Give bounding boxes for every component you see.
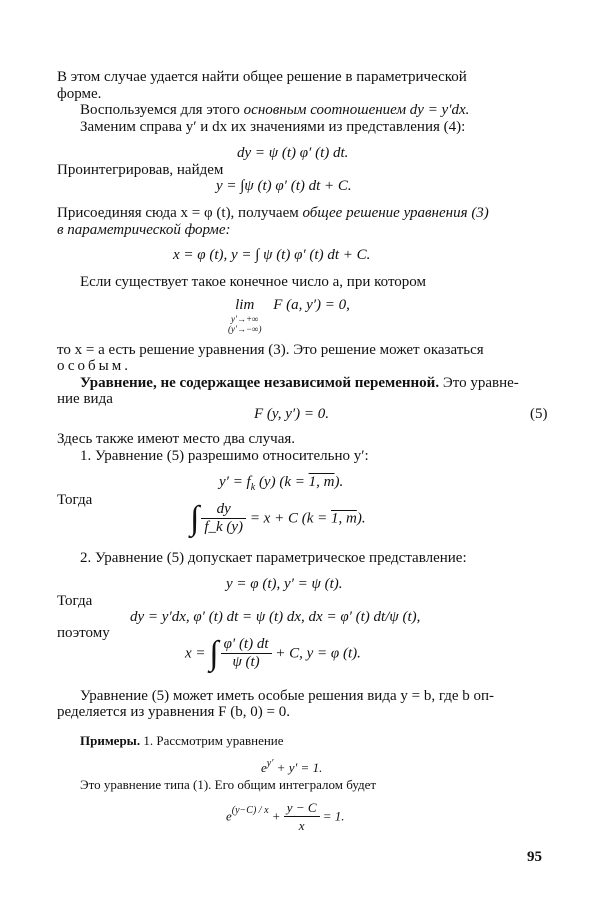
italic-text: общее решение уравнения (3) [302,205,489,221]
fraction [221,636,272,671]
equation-y [216,177,352,195]
text: форме. [57,86,102,102]
plus: + [268,808,284,824]
denominator: x [298,818,305,833]
text: поэтому [57,625,110,641]
formula: x = [185,645,210,662]
text: В этом случае удается найти общее решение в параметрической [57,69,467,85]
formula: + y′ = 1. [273,760,323,775]
numerator: dy [201,501,246,519]
formula: = 1. [319,808,345,824]
formula: dy = y′dx. [406,102,470,118]
equation-number [530,405,548,423]
text: 1. Уравнение (5) разрешимо относительно y′: [80,448,369,464]
lim-subscript: y′→+∞ [231,314,259,324]
formula: x = φ (t), y = ∫ ψ (t) φ′ (t) dt + C. [173,247,371,263]
paragraph-line [80,118,465,136]
equation-x [185,636,361,671]
formula: e [226,808,232,824]
spaced-text: особым. [57,358,131,374]
paragraph-line [57,390,113,408]
paragraph-line [80,549,467,567]
paragraph-line [80,273,426,291]
subscript: k [250,482,256,493]
text: Заменим справа y′ и dx их значениями из представления (4): [80,119,466,135]
paragraph-line [57,491,92,509]
page-number [527,848,542,866]
integral-sign: ∫ [209,634,219,672]
italic-text: основным соотношением [243,102,407,118]
paragraph-line [57,204,489,222]
text: Это уравне- [439,375,519,391]
text: то x = a есть решение уравнения (3). Это решение может оказаться [57,342,484,358]
text: Присоединяя сюда x = φ (t), получаем [57,205,303,221]
text: Это уравнение типа (1). Его общим интегралом будет [80,777,377,792]
paragraph-line [57,703,290,721]
formula: ). [334,474,344,490]
paragraph-line [57,430,295,448]
formula: dy = y′dx, φ′ (t) dt = ψ (t) dx, dx = φ′ (t) dt/ψ (t), [130,609,421,625]
bold-heading: Примеры. [80,733,141,748]
formula: + C, y = φ (t). [271,645,361,662]
formula: y = φ (t), y′ = ψ (t). [226,576,343,592]
lim-word: lim [235,297,255,313]
formula: F (a, y′) = 0, [273,297,350,313]
paragraph-line [57,221,231,239]
paragraph-line [57,357,131,375]
text: Здесь также имеют место два случая. [57,431,296,447]
paragraph-line [57,624,110,642]
superscript: (y−C) / x [231,804,269,816]
text: Тогда [57,492,93,508]
bold-heading: Уравнение, не содержащее независимой переменной. [80,375,440,391]
fraction [284,799,320,834]
equation-param2 [226,575,343,593]
paragraph-line [80,447,369,465]
paragraph-line [80,733,284,749]
paragraph-line [80,374,519,392]
fraction [201,501,246,536]
formula: F (y, y′) = 0. [254,406,330,422]
text: (5) [530,406,548,422]
denominator: ψ (t) [232,654,260,670]
limit-operator [228,296,261,334]
text: Воспользуемся для этого [80,102,244,118]
paragraph-line [57,161,223,179]
equation-fk [219,473,343,497]
lim-subscript: (y′→−∞) [228,324,262,334]
formula: y′ = f [219,474,251,490]
formula: ). [356,510,366,527]
integral-sign: ∫ [190,499,200,537]
text: Уравнение (5) может иметь особые решения вида y = b, где b оп- [80,688,495,704]
superscript: y′ [266,758,274,769]
text: ределяется из уравнения F (b, 0) = 0. [57,704,290,720]
text: 1. Рассмотрим уравнение [140,733,284,748]
formula: = x + C (k = [246,510,331,527]
equation-example [261,756,322,776]
equation-dy2 [130,608,420,626]
text: Проинтегрировав, найдем [57,162,224,178]
formula: 1, m [308,474,335,490]
text: 95 [527,849,542,865]
formula: dy = ψ (t) φ′ (t) dt. [237,145,349,161]
italic-text: в параметрической форме: [57,222,231,238]
equation-integral-solution [226,799,345,834]
paragraph-line [57,68,467,86]
equation-integral-fk [190,501,366,536]
paragraph-line [57,592,92,610]
formula: 1, m [331,510,357,527]
numerator: φ′ (t) dt [221,636,272,654]
equation-limit [228,296,350,334]
text: Если существует такое конечное число a, при котором [80,274,427,290]
formula: y = ∫ψ (t) φ′ (t) dt + C. [216,178,352,194]
paragraph-line [80,101,469,119]
numerator: y − C [284,799,320,817]
equation-dy [237,144,348,162]
equation-param [173,246,370,264]
paragraph-line [80,777,376,793]
text: ние вида [57,391,113,407]
formula: (y) (k = [255,474,309,490]
equation-5 [254,405,329,423]
text: 2. Уравнение (5) допускает параметрическое представление: [80,550,467,566]
denominator: f_k (y) [204,519,244,535]
text: Тогда [57,593,93,609]
formula: e [261,760,267,775]
